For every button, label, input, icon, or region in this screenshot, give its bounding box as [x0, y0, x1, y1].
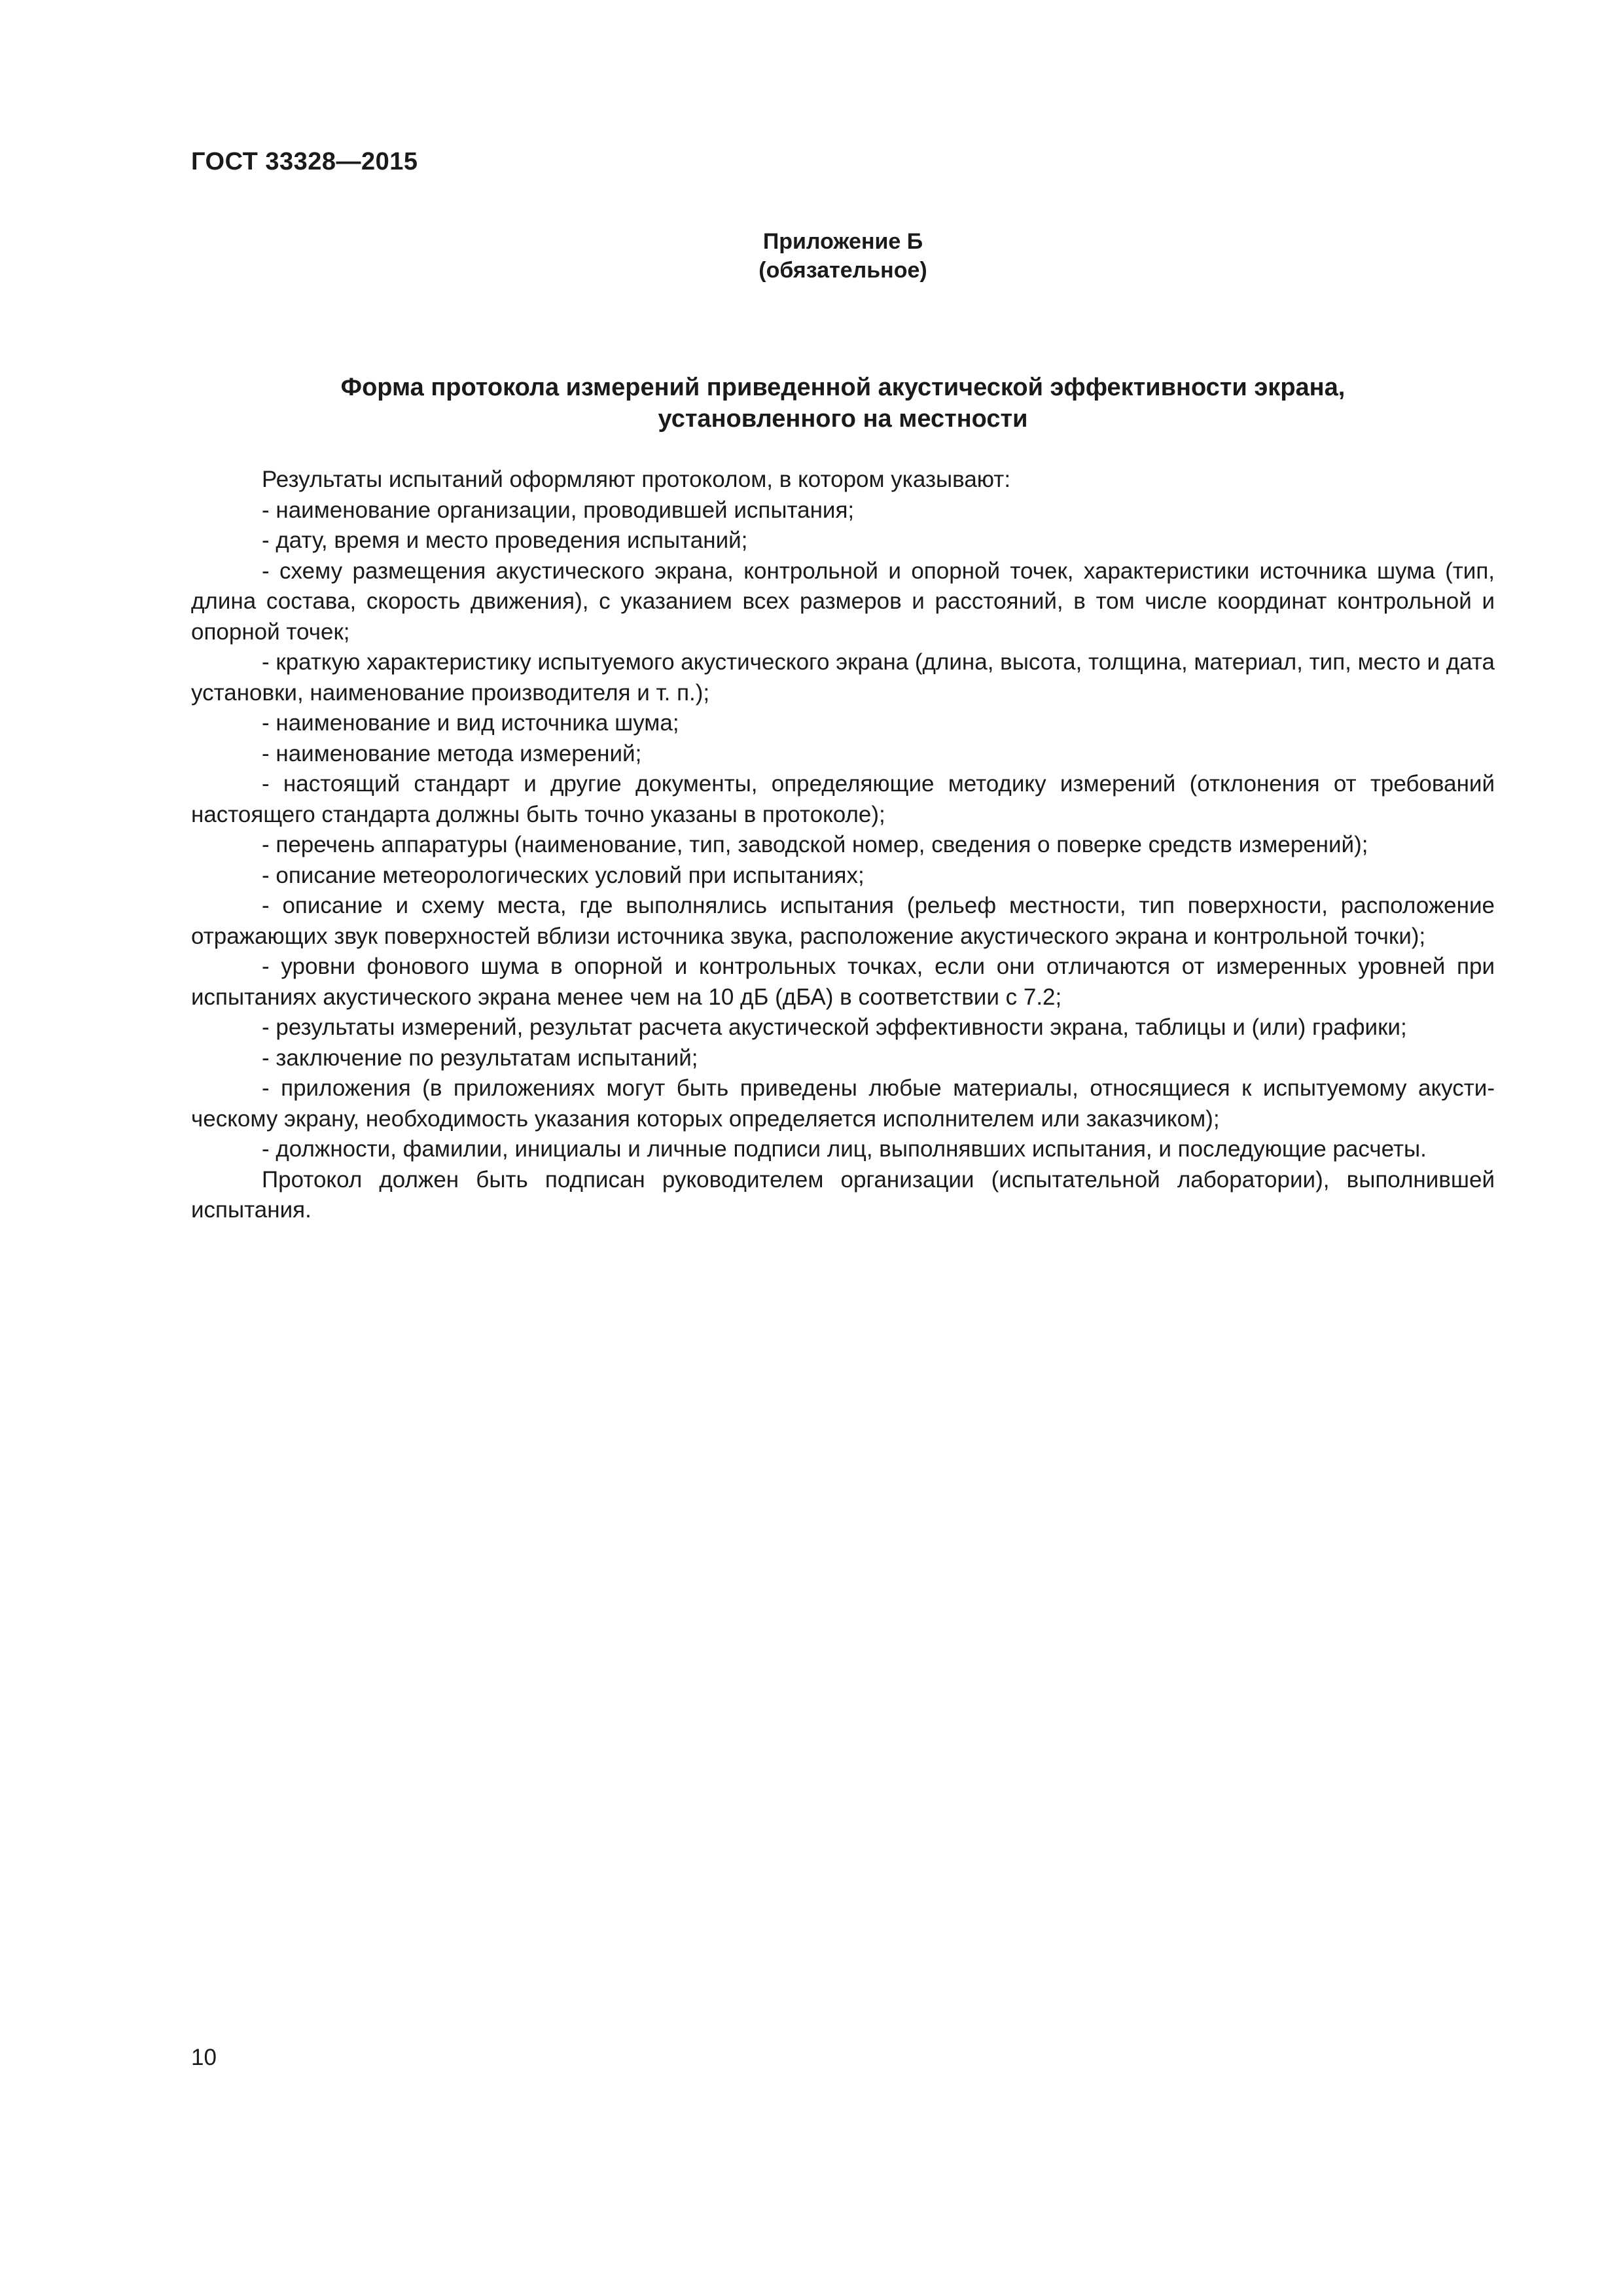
- page-number: 10: [191, 2045, 217, 2070]
- list-item: - краткую характеристику испытуемого акустического экрана (длина, высота, толщина, материал, тип, место и дата установки, наименование производителя и т. п.);: [191, 649, 1495, 706]
- list-item: - дату, время и место проведения испытаний;: [262, 528, 748, 553]
- list-item: - должности, фамилии, инициалы и личные подписи лиц, выполнявших испытания, и последующие расчеты.: [262, 1136, 1427, 1162]
- list-item: - описание и схему места, где выполнялись испытания (рельеф местности, тип поверхности, расположение отражающих звук поверхностей вблизи источника звука, расположение акустического экрана и контрольной точки);: [191, 893, 1495, 949]
- section-heading-line-1: Форма протокола измерений приведенной акустической эффективности экрана,: [340, 374, 1346, 401]
- list-item: - наименование метода измерений;: [262, 740, 642, 766]
- list-item: - наименование организации, проводившей испытания;: [262, 497, 855, 523]
- paragraph: Протокол должен быть подписан руководителем организации (испытательной лаборатории), выполнившей испытания.: [191, 1166, 1495, 1223]
- section-heading-line-2: установленного на местности: [658, 405, 1028, 433]
- list-item: - схему размещения акустического экрана, контрольной и опорной точек, характеристики источника шума (тип, длина состава, скорость движения), с указанием всех размеров и расстояний, в том числе координат контрольной и опорной точек;: [191, 558, 1495, 645]
- list-item: - перечень аппаратуры (наименование, тип, заводской номер, сведения о поверке средств измерений);: [262, 832, 1368, 857]
- document-code: ГОСТ 33328—2015: [191, 148, 418, 175]
- appendix-status: (обязательное): [758, 258, 927, 283]
- paragraph: Результаты испытаний оформляют протоколом, в котором указывают:: [262, 467, 1011, 492]
- appendix-title: Приложение Б: [762, 229, 923, 254]
- list-item: - заключение по результатам испытаний;: [262, 1045, 698, 1071]
- list-item: - описание метеорологических условий при испытаниях;: [262, 862, 865, 888]
- list-item: - наименование и вид источника шума;: [262, 710, 679, 736]
- body-text: [191, 465, 1495, 1226]
- list-item: - настоящий стандарт и другие документы, определяющие методику измерений (отклонения от требований настоящего стандарта должны быть точно указаны в протоколе);: [191, 771, 1495, 827]
- list-item: - уровни фонового шума в опорной и контрольных точках, если они отличаются от измеренных уровней при испытаниях акустического экрана менее чем на 10 дБ (дБА) в соответствии с 7.2;: [191, 954, 1495, 1010]
- section-heading: [191, 372, 1495, 435]
- list-item: - результаты измерений, результат расчета акустической эффективности экрана, таблицы и (или) графики;: [262, 1014, 1407, 1040]
- list-item: - приложения (в приложениях могут быть приведены любые материалы, относящиеся к испытуемому акустическому экрану, необходимость указания которых определяется исполнителем или заказчиком);: [191, 1075, 1495, 1132]
